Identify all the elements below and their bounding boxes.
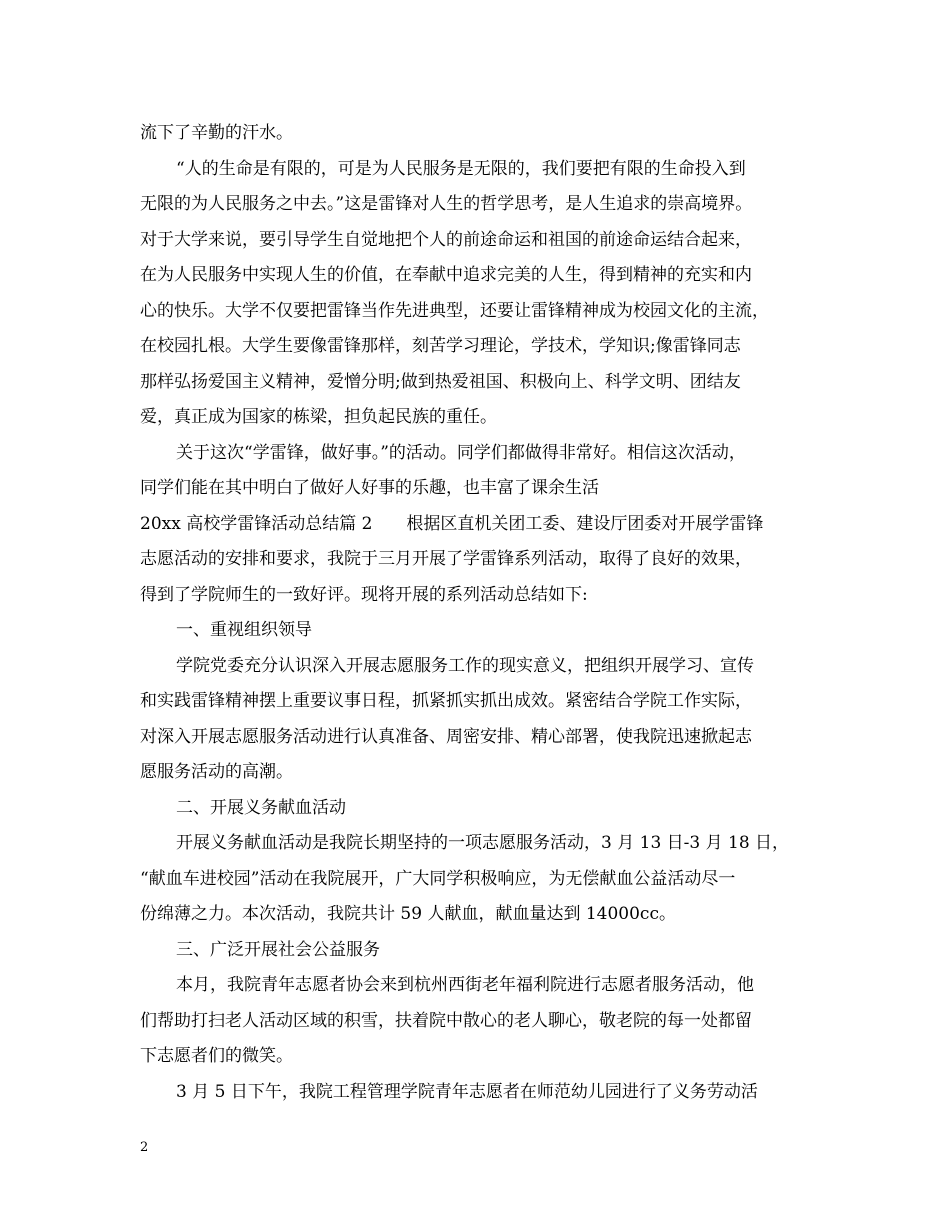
text-line: 对深入开展志愿服务活动进行认真准备、周密安排、精心部署，使我院迅速掀起志	[140, 726, 752, 747]
text-line: 无限的为人民服务之中去。”这是雷锋对人生的哲学思考，是人生追求的崇高境界。	[140, 194, 753, 214]
text-line: 那样弘扬爱国主义精神，爱憎分明;做到热爱祖国、积极向上、科学文明、团结友	[140, 371, 741, 392]
page-number: 2	[140, 1140, 149, 1155]
text-line: 志愿活动的安排和要求，我院于三月开展了学雷锋系列活动，取得了良好的效果，	[140, 549, 752, 569]
text-line: 心的快乐。大学不仅要把雷锋当作先进典型，还要让雷锋精神成为校园文化的主流，	[140, 300, 769, 321]
text-line: 爱，真正成为国家的栋梁，担负起民族的重任。	[140, 407, 497, 427]
text-line: 关于这次“学雷锋，做好事。”的活动。同学们都做得非常好。相信这次活动，	[176, 442, 746, 463]
text-line: 得到了学院师生的一致好评。现将开展的系列活动总结如下:	[140, 584, 588, 605]
text-line: 三、广泛开展社会公益服务	[176, 939, 380, 960]
text-line: 同学们能在其中明白了做好人好事的乐趣，也丰富了课余生活	[140, 478, 599, 498]
text-line: 本月，我院青年志愿者协会来到杭州西街老年福利院进行志愿者服务活动，他	[176, 975, 754, 995]
text-line: 对于大学来说，要引导学生自觉地把个人的前途命运和祖国的前途命运结合起来，	[140, 229, 752, 250]
text-line: 在校园扎根。大学生要像雷锋那样，刻苦学习理论，学技术，学知识;像雷锋同志	[140, 336, 741, 356]
text-line: 开展义务献血活动是我院长期坚持的一项志愿服务活动，3 月 13 日-3 月 18 日，	[176, 833, 790, 853]
document-body	[140, 116, 840, 1110]
text-line: 二、开展义务献血活动	[176, 797, 346, 818]
text-line: 一、重视组织领导	[176, 620, 312, 640]
text-line: 和实践雷锋精神摆上重要议事日程，抓紧抓实抓出成效。紧密结合学院工作实际，	[140, 691, 752, 711]
text-line: 愿服务活动的高潮。	[140, 762, 293, 782]
text-line: 在为人民服务中实现人生的价值，在奉献中追求完美的人生，得到精神的充实和内	[140, 265, 752, 285]
text-line: 流下了辛勤的汗水。	[140, 123, 293, 143]
text-line: “人的生命是有限的，可是为人民服务是无限的，我们要把有限的生命投入到	[176, 158, 746, 179]
text-line: 份绵薄之力。本次活动，我院共计 59 人献血，献血量达到 14000cc。	[140, 904, 676, 924]
text-line: “献血车进校园”活动在我院展开，广大同学积极响应，为无偿献血公益活动尽一	[140, 868, 736, 889]
text-line: 3 月 5 日下午，我院工程管理学院青年志愿者在师范幼儿园进行了义务劳动活	[176, 1081, 758, 1102]
text-line: 20xx 高校学雷锋活动总结篇 2 根据区直机关团工委、建设厅团委对开展学雷锋	[140, 513, 764, 534]
text-line: 下志愿者们的微笑。	[140, 1046, 293, 1066]
text-line: 学院党委充分认识深入开展志愿服务工作的现实意义，把组织开展学习、宣传	[176, 655, 754, 676]
text-line: 们帮助打扫老人活动区域的积雪，扶着院中散心的老人聊心，敬老院的每一处都留	[140, 1010, 752, 1031]
